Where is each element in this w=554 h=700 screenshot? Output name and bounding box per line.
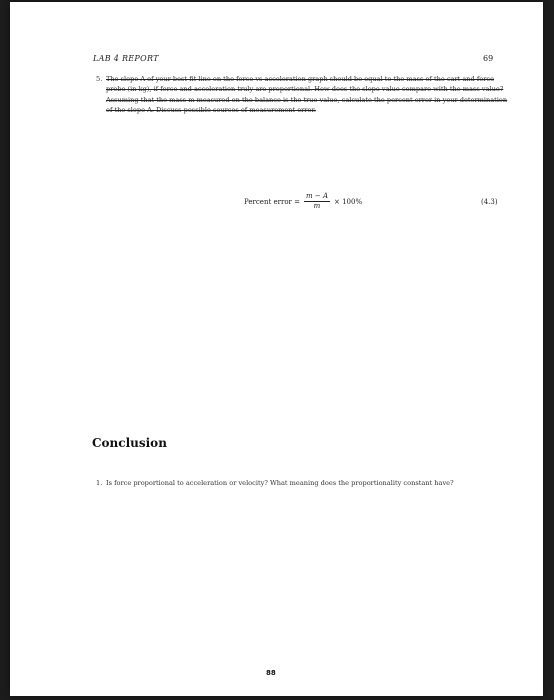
equation-numerator: m − A (305, 192, 328, 200)
equation-denominator: m (313, 202, 321, 210)
equation-number: (4.3) (481, 198, 498, 206)
question-5 (96, 74, 508, 115)
page-number-top: 69 (483, 54, 494, 63)
equation-fraction (304, 192, 330, 211)
question-5-text-struck: The slope A of your best-fit line on the force vs acceleration graph should be equal to the mass of the cart and force probe (in kg), if force and acceleration truly are proportional. How does the slope value compare with the mass value? Assuming that the mass m measured on the balance is the true value, calculate the percent error in your determination of the slope A. Discuss possible sources of measurement error. (106, 75, 508, 114)
conclusion-question-1 (96, 478, 506, 488)
conclusion-question-1-number: 1. (96, 479, 103, 487)
equation-label: Percent error = (244, 197, 300, 206)
question-5-number: 5. (96, 75, 103, 83)
section-title-conclusion: Conclusion (92, 436, 167, 450)
document-page (10, 2, 543, 696)
conclusion-question-1-text: Is force proportional to acceleration or velocity? What meaning does the proportionality constant have? (106, 479, 454, 487)
equation-multiplier: × 100% (334, 197, 363, 206)
running-head-title: LAB 4 REPORT (93, 54, 159, 63)
page-number-footer: 88 (266, 669, 276, 677)
percent-error-equation (244, 192, 362, 211)
